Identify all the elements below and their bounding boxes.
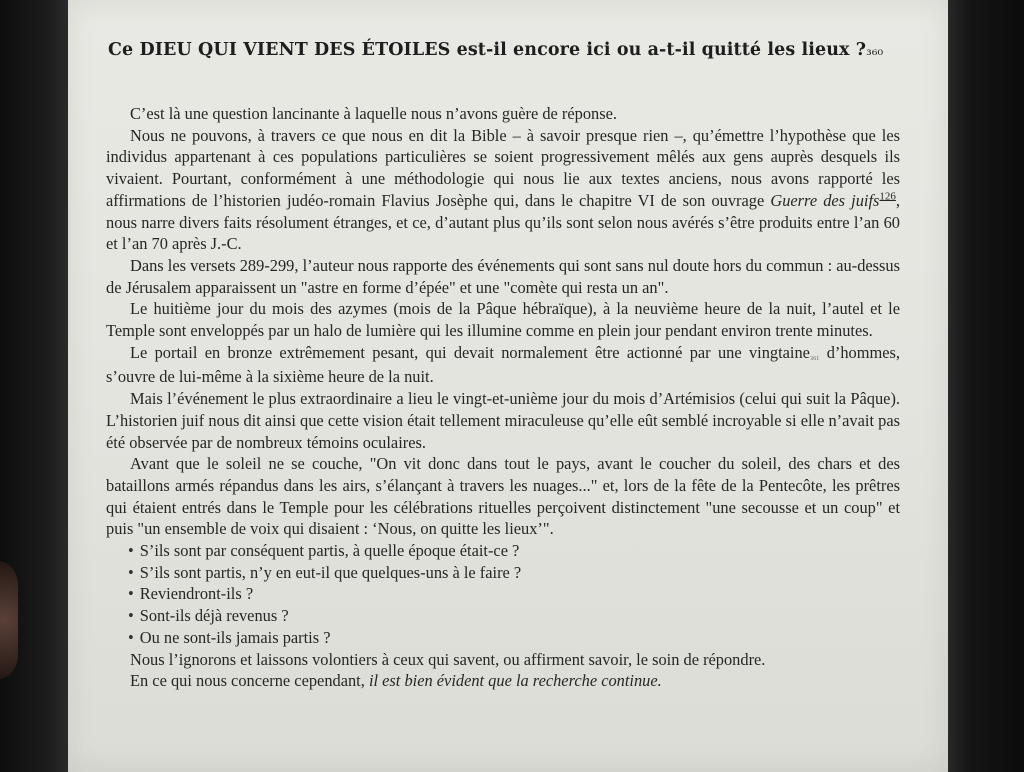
paragraph-8: Nous l’ignorons et laissons volontiers à ceux qui savent, ou affirment savoir, le soin de répondre. (130, 649, 766, 669)
footnote-ref[interactable]: 126 (879, 190, 896, 203)
paragraph-6: Mais l’événement le plus extraordinaire a lieu le vingt-et-unième jour du mois d’Artémisios (celui qui suit la Pâque). L’historien juif nous dit ainsi que cette vision était tellement miraculeuse qu’elle eût semblé incroyable si elle n’avait pas été observée par de nombreux témoins oculaires. (106, 389, 900, 452)
book-title: Guerre des juifs (770, 190, 880, 210)
list-item: • Ou ne sont-ils jamais partis ? (128, 627, 900, 649)
paragraph-5: Le portail en bronze extrêmement pesant, qui devait normalement être actionné par une vingtaine₃₆₁ d’hommes, s’ouvre de lui-même à la sixième heure de la nuit. (106, 342, 900, 387)
paragraph-7: Avant que le soleil ne se couche, "On vit donc dans tout le pays, avant le coucher du soleil, des chars et des bataillons armés répandus dans les airs, s’élançant à travers les nuages..." et, lors de la fête de la Pentecôte, les prêtres qui étaient entrés dans le Temple pour les célébrations rituelles perçoivent distinctement "une secousse et un coup" et puis "un ensemble de voix qui disaient : ‘Nous, on quitte les lieux’". (106, 454, 900, 539)
list-item: • S’ils sont par conséquent partis, à quelle époque était-ce ? (128, 540, 900, 562)
page-number-mark: ₃₆₁ (809, 349, 820, 360)
paragraph-1: C’est là une question lancinante à laquelle nous n’avons guère de réponse. (130, 104, 618, 123)
list-item: • S’ils sont partis, n’y en eut-il que quelques-uns à le faire ? (128, 562, 900, 584)
book-page (68, 0, 948, 772)
paragraph-9: En ce qui nous concerne cependant, il est bien évident que la recherche continue. (130, 671, 662, 691)
list-item: • Sont-ils déjà revenus ? (128, 605, 900, 627)
page-body (106, 103, 900, 692)
paragraph-3: Dans les versets 289-299, l’auteur nous rapporte des événements qui sont sans nul doute hors du commun : au-dessus de Jérusalem apparaissent un "astre en forme d’épée" et une "comète qui resta un an". (106, 255, 900, 297)
page-title: Ce DIEU QUI VIENT DES ÉTOILES est-il encore ici ou a-t-il quitté les lieux ?₃₆₀ (108, 40, 884, 60)
paragraph-2: Nous ne pouvons, à travers ce que nous en dit la Bible – à savoir presque rien –, qu’émettre l’hypothèse que les individus appartenant à ces populations particulières se soient progressivement mêlés aux gens auprès desquels ils vivaient. Pourtant, conformément à une méthodologie qui nous lie aux textes anciens, nous avons rapporté les affirmations de l’historien judéo-romain Flavius Josèphe qui, dans le chapitre VI de son ouvrage Guerre des juifs$^{126}$, nous narre divers faits résolument étranges, et ce, d’autant plus qu’ils sont selon nous avérés s’être produits entre l’an 60 et l’an 70 après J.-C. (106, 125, 901, 254)
list-item: • Reviendront-ils ? (128, 583, 900, 605)
finger (0, 560, 18, 680)
device-right-edge (946, 0, 1024, 772)
closing-emphasis: il est bien évident que la recherche continue. (368, 671, 662, 691)
paragraph-4: Le huitième jour du mois des azymes (mois de la Pâque hébraïque), à la neuvième heure de la nuit, l’autel et le Temple sont enveloppés par un halo de lumière qui les illumine comme en plein jour pendant environ trente minutes. (106, 299, 900, 341)
page-number-mark: ₃₆₀ (866, 43, 884, 59)
question-list (106, 540, 900, 649)
